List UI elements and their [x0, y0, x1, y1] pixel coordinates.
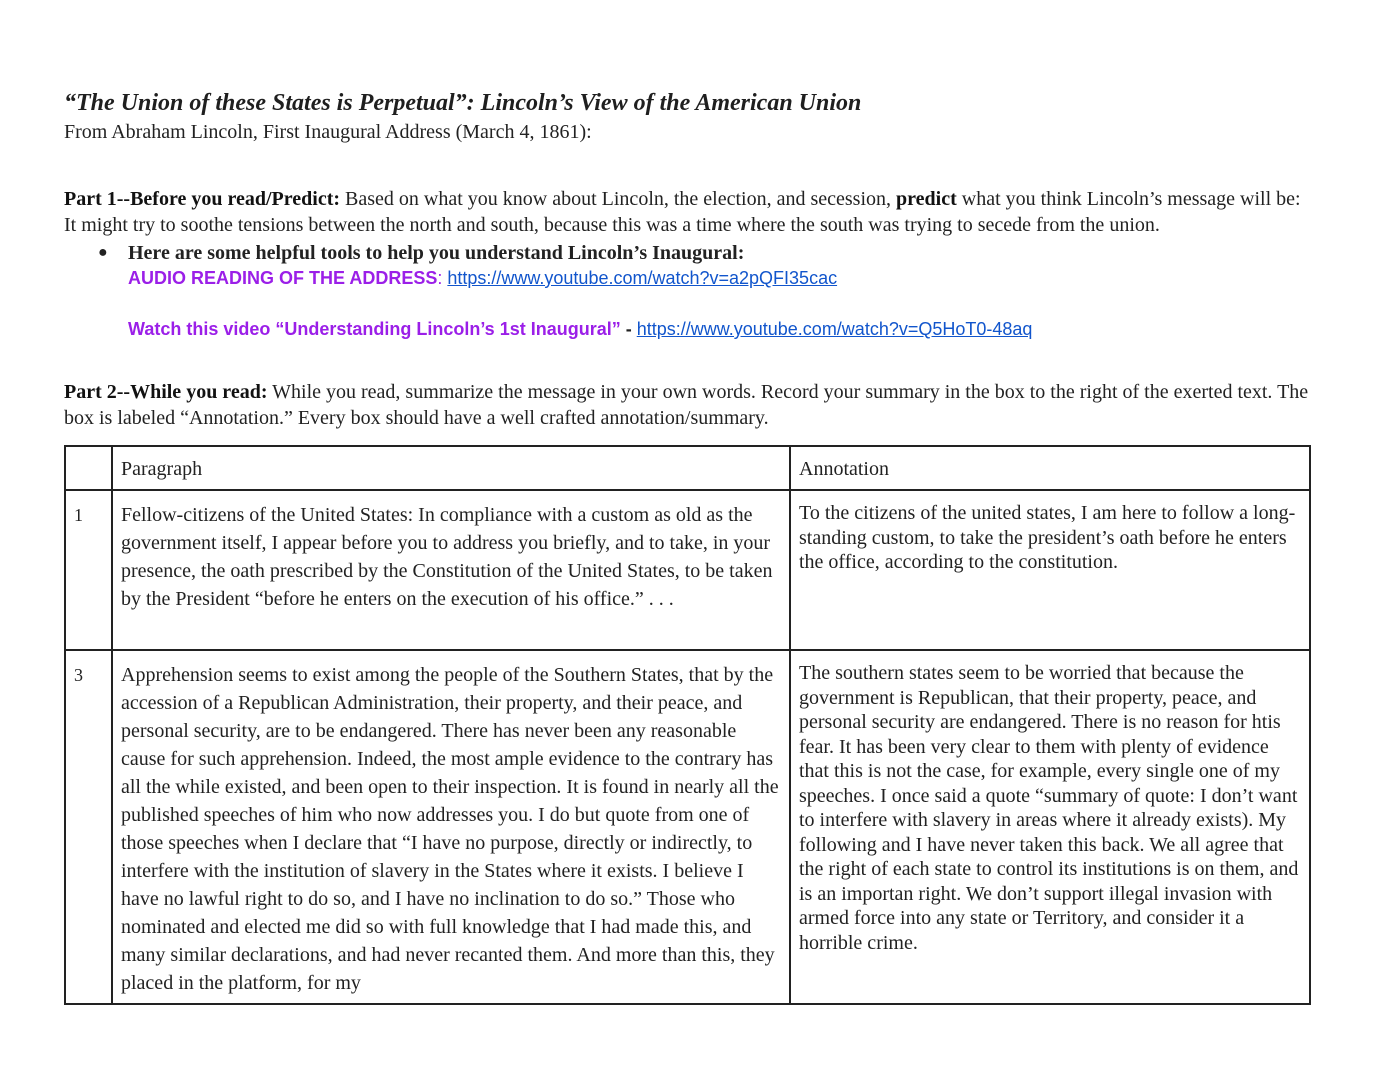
table-row [65, 650, 1310, 1004]
part2-text: While you read, summarize the message in your own words. Record your summary in the box to the right of the exerted text. The box is labeled “Annotation.” Every box should have a well crafted annotation/summary. [64, 381, 1309, 429]
header-annotation-cell: Annotation [790, 446, 1310, 490]
audio-separator: : [437, 268, 448, 288]
part1-label: Part 1--Before you read/Predict: [64, 188, 341, 210]
document-page [64, 88, 1314, 431]
header-num-cell [65, 446, 112, 490]
video-link[interactable]: https://www.youtube.com/watch?v=Q5HoT0-48aq [636, 319, 1033, 339]
tools-heading: Here are some helpful tools to help you understand Lincoln’s Inaugural: [128, 242, 745, 264]
row-number: 1 [65, 490, 112, 650]
part2-label: Part 2--While you read: [64, 381, 268, 403]
video-label: Watch this video “Understanding Lincoln’s 1st Inaugural” [128, 319, 621, 339]
header-paragraph-cell: Paragraph [112, 446, 790, 490]
video-line [64, 317, 1314, 341]
annotation-text[interactable]: The southern states seem to be worried that because the government is Republican, that their property, peace, and personal security are endangered. There is no reason for htis fear. It has been very clear to them with plenty of evidence that this is not the case, for example, every single one of my speeches. I once said a quote “summary of quote: I don’t want to interfere with slavery in areas where it already exists). My following and I have never taken this back. We all agree that the right of each state to control its institutions is on them, and is an importan right. We don’t support illegal invasion with armed force into any state or Territory, and consider it a horrible crime. [790, 650, 1310, 1004]
annotation-text[interactable]: To the citizens of the united states, I am here to follow a long-standing custom, to take the president’s oath before he enters the office, according to the constitution. [790, 490, 1310, 650]
tools-list [64, 240, 1314, 266]
document-title: “The Union of these States is Perpetual”: Lincoln’s View of the American Union [64, 90, 862, 116]
part1-text-a: Based on what you know about Lincoln, the election, and secession, [340, 188, 897, 210]
video-separator: - [620, 319, 637, 339]
audio-line [64, 266, 1314, 290]
tools-list-item [64, 240, 1314, 266]
bullet-icon: ● [98, 244, 108, 261]
row-number: 3 [65, 650, 112, 1004]
table-row [65, 490, 1310, 650]
annotation-table [64, 445, 1311, 1005]
paragraph-text: Apprehension seems to exist among the people of the Southern States, that by the accession of a Republican Administration, their property, and their peace, and personal security, are to be endangered. There has never been any reasonable cause for such apprehension. Indeed, the most ample evidence to the contrary has all the while existed, and been open to their inspection. It is found in nearly all the published speeches of him who now addresses you. I do but quote from one of those speeches when I declare that “I have no purpose, directly or indirectly, to interfere with the institution of slavery in the States where it exists. I believe I have no lawful right to do so, and I have no inclination to do so.” Those who nominated and elected me did so with full knowledge that I had made this, and many similar declarations, and had never recanted them. And more than this, they placed in the platform, for my [112, 650, 790, 1004]
part2-paragraph [64, 379, 1314, 431]
audio-link[interactable]: https://www.youtube.com/watch?v=a2pQFI35cac [447, 268, 838, 288]
part1-emphasis: predict [896, 188, 957, 210]
paragraph-text: Fellow-citizens of the United States: In compliance with a custom as old as the government itself, I appear before you to address you briefly, and to take, in your presence, the oath prescribed by the Constitution of the United States, to be taken by the President “before he enters on the execution of his office.” . . . [112, 490, 790, 650]
table-header-row [65, 446, 1310, 490]
document-subtitle: From Abraham Lincoln, First Inaugural Address (March 4, 1861): [64, 121, 592, 143]
audio-label: AUDIO READING OF THE ADDRESS [128, 268, 438, 288]
part1-text-b: what you think Lincoln’s message will be: It might try to soothe tensions between the north and south, because this was a time where the south was trying to secede from the union. [64, 188, 1301, 236]
part1-paragraph [64, 186, 1314, 238]
